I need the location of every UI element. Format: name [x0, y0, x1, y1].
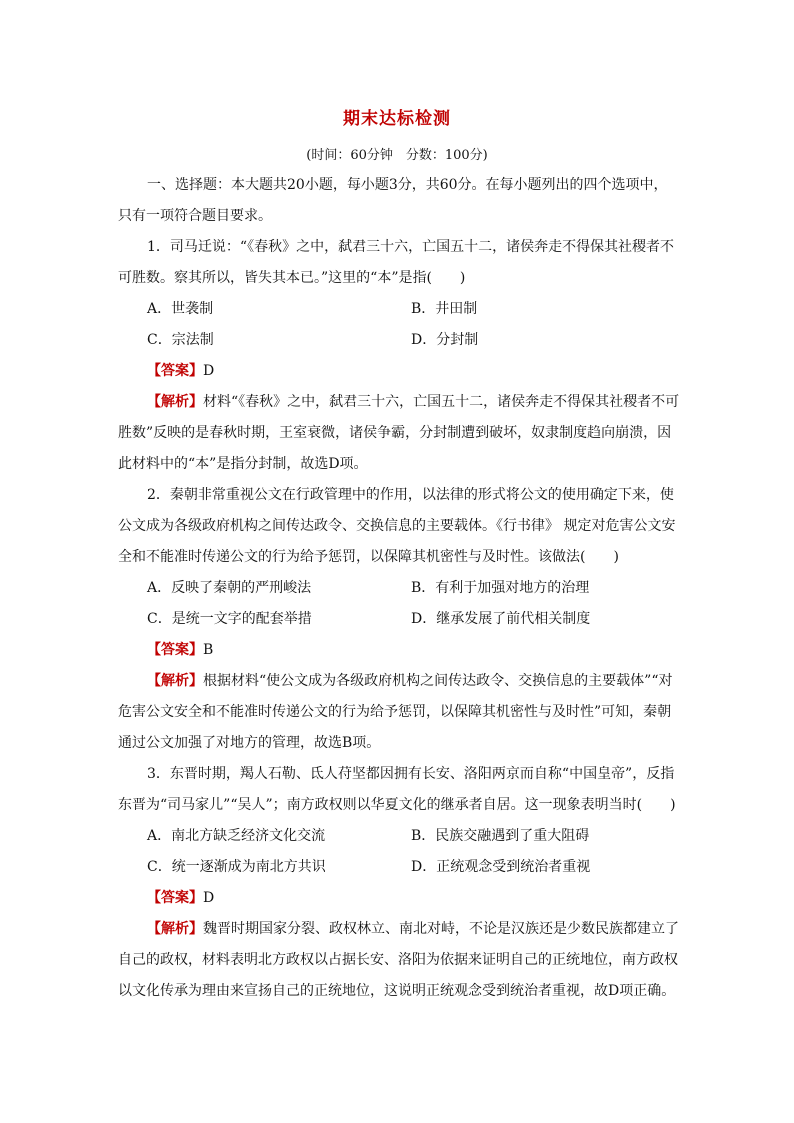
option-c: C．是统一文字的配套举措: [147, 611, 312, 627]
options-row: [118, 325, 680, 356]
analysis-label: 【解析】: [147, 921, 203, 937]
answer-line: [118, 635, 680, 666]
analysis: [118, 914, 680, 1007]
option-a: A．南北方缺乏经济文化交流: [147, 828, 326, 844]
option-a: A．反映了秦朝的严刑峻法: [147, 580, 312, 596]
answer-label: 【答案】: [147, 890, 203, 906]
options-row: [118, 294, 680, 325]
question-1: [118, 232, 680, 480]
analysis-label: 【解析】: [147, 673, 203, 689]
option-d: D．正统观念受到统治者重视: [411, 859, 591, 875]
question-3: [118, 759, 680, 1007]
answer-value: D: [203, 363, 215, 379]
answer-value: D: [203, 890, 215, 906]
option-b: B．民族交融遇到了重大阻碍: [411, 828, 590, 844]
section-intro: 一、选择题：本大题共20小题，每小题3分，共60分。在每小题列出的四个选项中，只有一项符合题目要求。: [118, 177, 668, 224]
option-d: D．分封制: [411, 332, 479, 348]
answer-line: [118, 356, 680, 387]
page-subtitle: (时间：60分钟 分数：100分): [306, 148, 488, 163]
options-row: [118, 852, 680, 883]
document-body: [118, 170, 680, 1007]
option-a: A．世袭制: [147, 301, 214, 317]
options-row: [118, 604, 680, 635]
question-stem: 1．司马迁说：“《春秋》之中，弑君三十六，亡国五十二，诸侯奔走不得保其社稷者不可胜数。察其所以，皆失其本已。”这里的“本”是指( ): [118, 239, 675, 286]
question-stem: 3．东晋时期，羯人石勒、氐人苻坚都因拥有长安、洛阳两京而自称“中国皇帝”，反指东晋为“司马家儿”“吴人”；南方政权则以华夏文化的继承者自居。这一现象表明当时( ): [118, 766, 676, 813]
answer-value: B: [203, 642, 214, 658]
option-c: C．统一逐渐成为南北方共识: [147, 859, 326, 875]
option-d: D．继承发展了前代相关制度: [411, 611, 591, 627]
options-row: [118, 821, 680, 852]
analysis: [118, 666, 680, 759]
analysis-text: 魏晋时期国家分裂、政权林立、南北对峙，不论是汉族还是少数民族都建立了自己的政权，材料表明北方政权以占据长安、洛阳为依据来证明自己的正统地位，南方政权以文化传承为理由来宣扬自己的正统地位，这说明正统观念受到统治者重视，故D项正确。: [118, 921, 679, 999]
option-b: B．有利于加强对地方的治理: [411, 580, 590, 596]
question-2: [118, 480, 680, 759]
analysis-text: 根据材料“使公文成为各级政府机构之间传达政令、交换信息的主要载体”“对危害公文安全和不能准时传递公文的行为给予惩罚，以保障其机密性与及时性”可知，秦朝通过公文加强了对地方的管理，故选B项。: [118, 673, 673, 751]
question-stem: 2．秦朝非常重视公文在行政管理中的作用，以法律的形式将公文的使用确定下来，使公文成为各级政府机构之间传达政令、交换信息的主要载体。《行书律》 规定对危害公文安全和不能准时传递公文的行为给予惩罚，以保障其机密性与及时性。该做法( ): [118, 487, 676, 565]
answer-line: [118, 883, 680, 914]
options-row: [118, 573, 680, 604]
analysis-text: 材料“《春秋》之中，弑君三十六，亡国五十二，诸侯奔走不得保其社稷者不可胜数”反映的是春秋时期，王室衰微，诸侯争霸，分封制遭到破坏，奴隶制度趋向崩溃，因此材料中的“本”是指分封制，故选D项。: [118, 394, 680, 472]
analysis: [118, 387, 680, 480]
answer-label: 【答案】: [147, 363, 203, 379]
analysis-label: 【解析】: [147, 394, 203, 410]
option-b: B．井田制: [411, 301, 478, 317]
page-title: 期末达标检测: [343, 109, 451, 129]
answer-label: 【答案】: [147, 642, 203, 658]
option-c: C．宗法制: [147, 332, 214, 348]
